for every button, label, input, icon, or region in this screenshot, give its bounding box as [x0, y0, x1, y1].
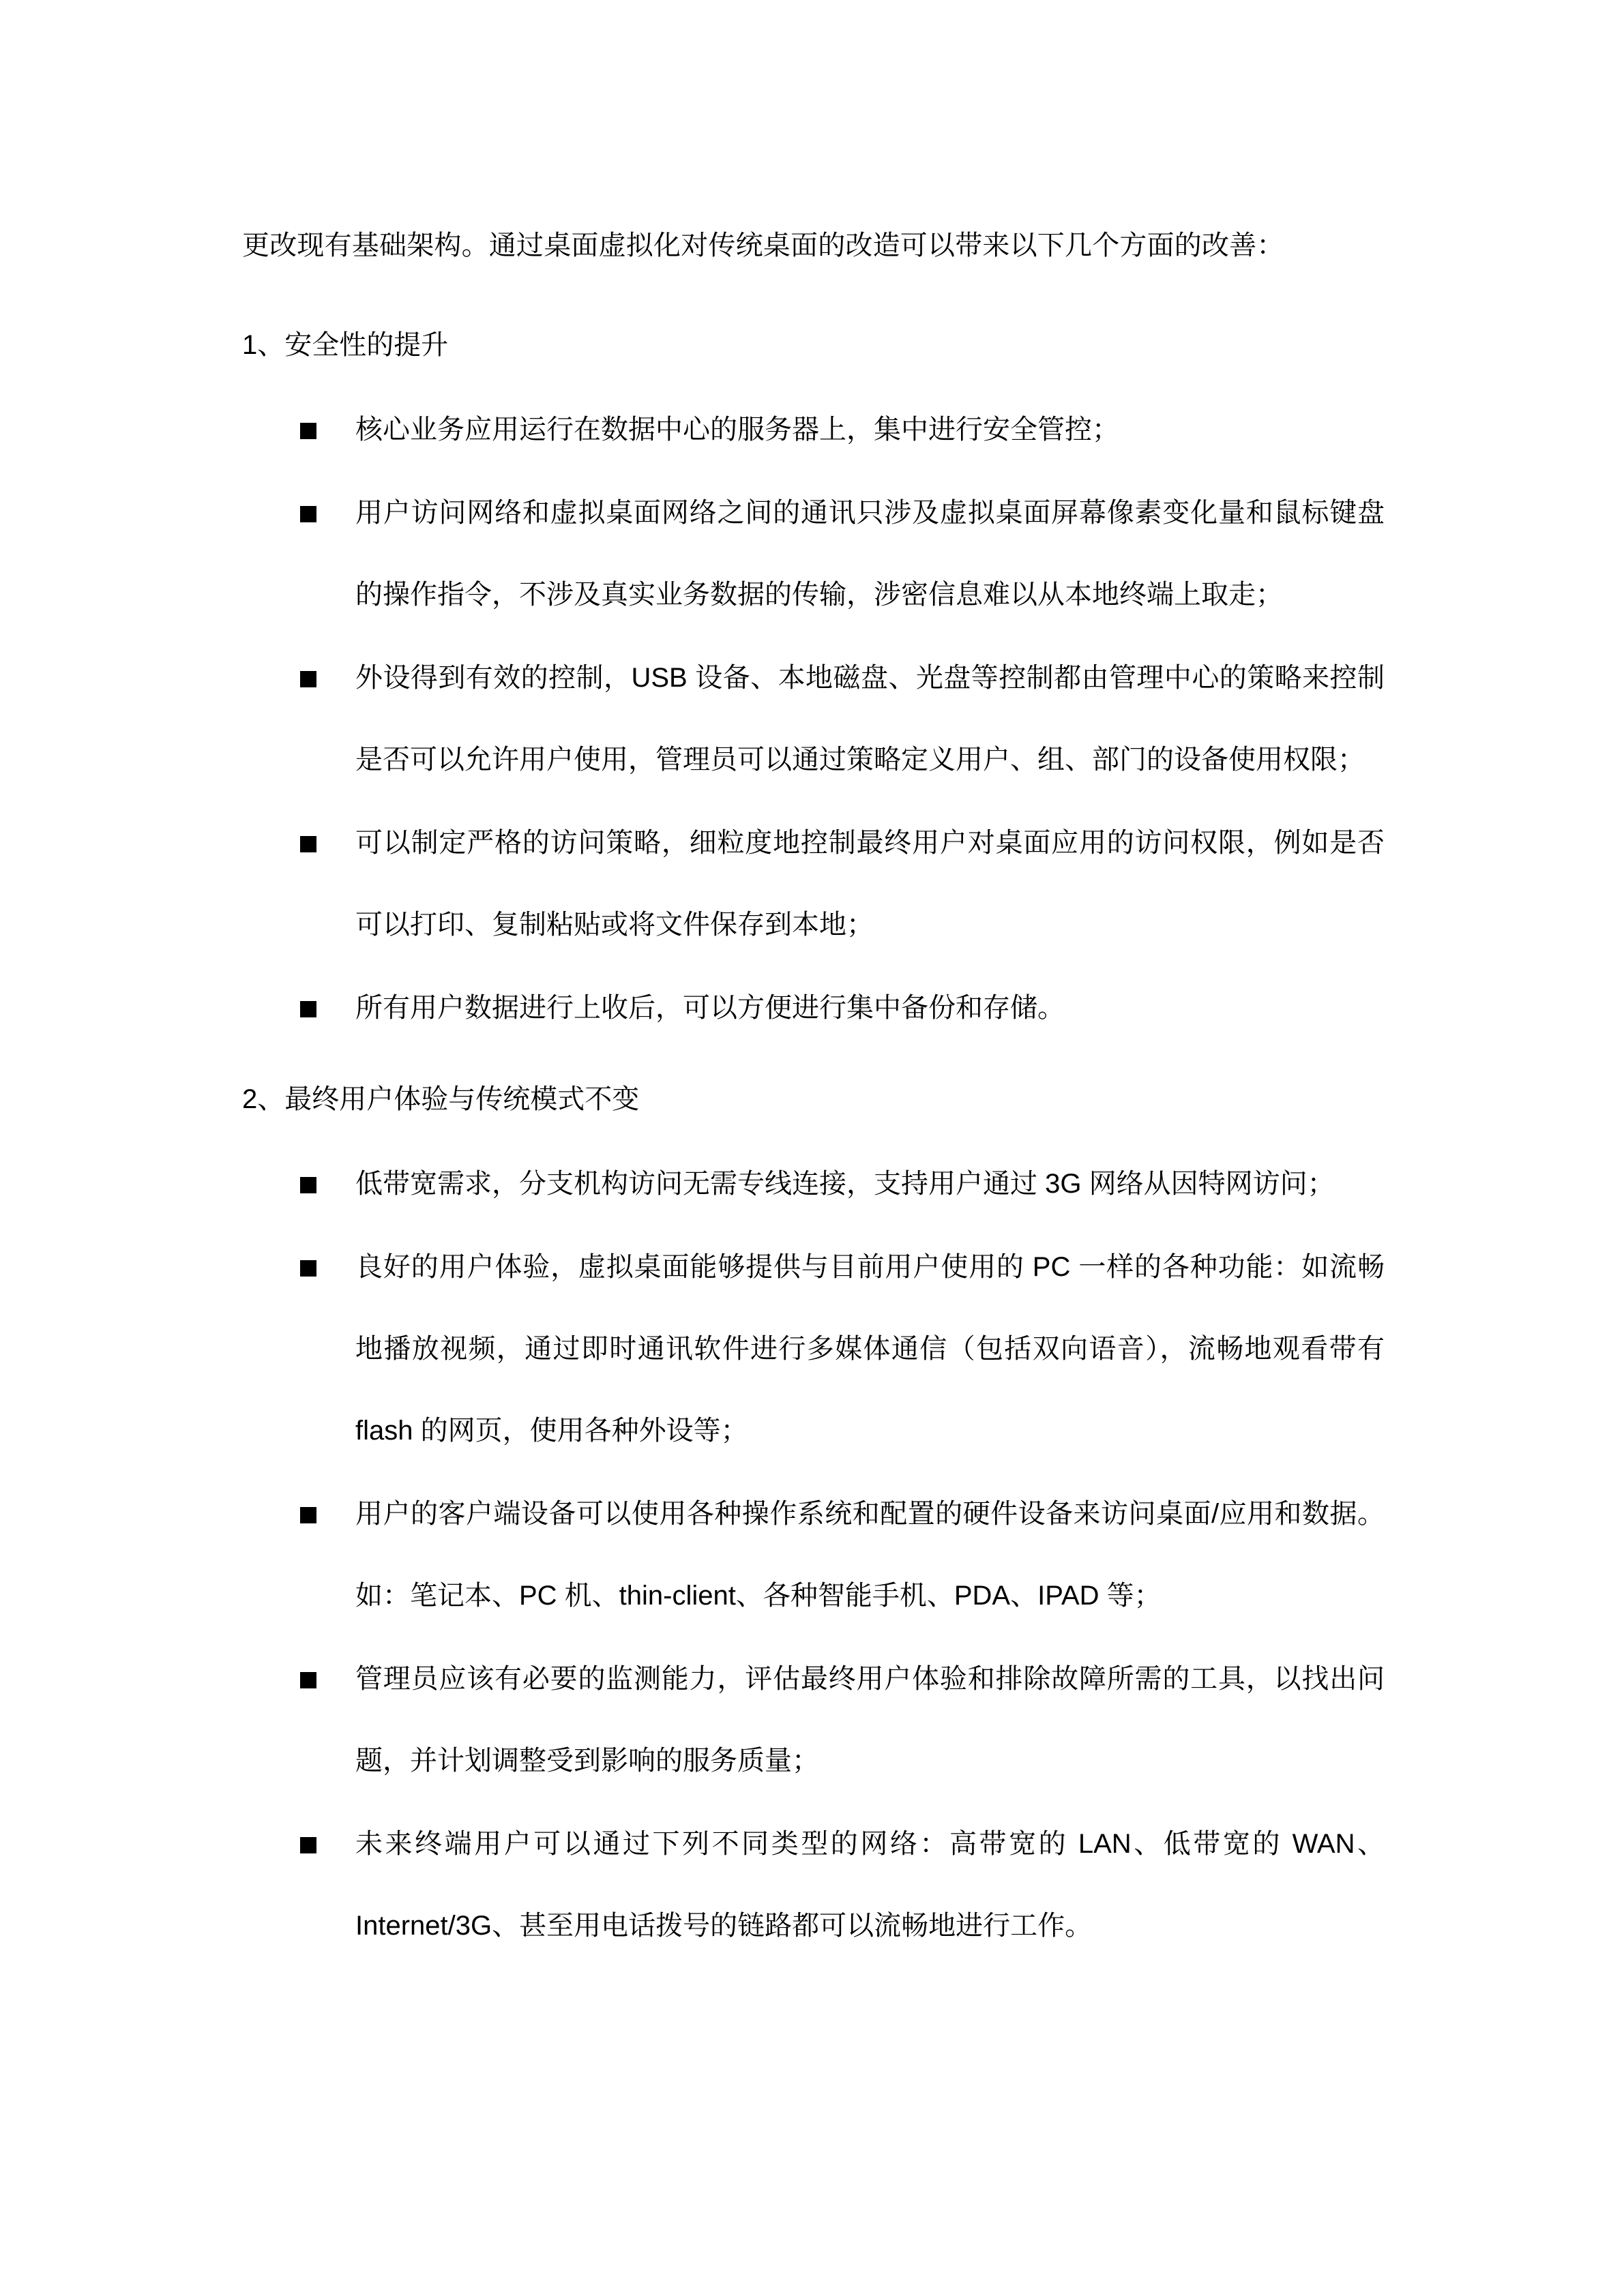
list-item-text: 可以制定严格的访问策略，细粒度地控制最终用户对桌面应用的访问权限，例如是否可以打印、复制粘贴或将文件保存到本地；	[355, 828, 1385, 940]
bullet-square-icon	[300, 1226, 318, 1308]
list-item-text: 用户访问网络和虚拟桌面网络之间的通讯只涉及虚拟桌面屏幕像素变化量和鼠标键盘的操作指令，不涉及真实业务数据的传输，涉密信息难以从本地终端上取走；	[355, 498, 1385, 610]
list-item-text: 外设得到有效的控制，USB 设备、本地磁盘、光盘等控制都由管理中心的策略来控制是否可以允许用户使用，管理员可以通过策略定义用户、组、部门的设备使用权限；	[355, 663, 1385, 775]
list-item	[242, 389, 1385, 471]
section-1	[242, 304, 1385, 1049]
list-item-text: 用户的客户端设备可以使用各种操作系统和配置的硬件设备来访问桌面/应用和数据。如：笔记本、PC 机、thin-client、各种智能手机、PDA、IPAD 等；	[355, 1499, 1385, 1611]
bullet-square-icon	[300, 1143, 318, 1225]
intro-paragraph: 更改现有基础架构。通过桌面虚拟化对传统桌面的改造可以带来以下几个方面的改善：	[242, 230, 1284, 260]
bullet-square-icon	[300, 389, 318, 471]
bullet-square-icon	[300, 1473, 318, 1555]
bullet-square-icon	[300, 967, 318, 1049]
section-2	[242, 1058, 1385, 1967]
list-item-text: 低带宽需求，分支机构访问无需专线连接，支持用户通过 3G 网络从因特网访问；	[355, 1169, 1335, 1199]
list-item	[242, 1143, 1385, 1225]
bullet-square-icon	[300, 802, 318, 884]
list-item	[242, 802, 1385, 966]
section-2-heading: 2、最终用户体验与传统模式不变	[242, 1084, 640, 1114]
list-item-text: 核心业务应用运行在数据中心的服务器上，集中进行安全管控；	[355, 415, 1119, 445]
list-item	[242, 1226, 1385, 1472]
section-1-bullet-list	[242, 389, 1385, 1049]
bullet-square-icon	[300, 472, 318, 554]
section-1-heading: 1、安全性的提升	[242, 330, 449, 360]
list-item	[242, 1803, 1385, 1967]
list-item	[242, 1473, 1385, 1637]
bullet-square-icon	[300, 1638, 318, 1720]
document-body	[242, 205, 1385, 1967]
list-item-text: 所有用户数据进行上收后，可以方便进行集中备份和存储。	[355, 993, 1065, 1023]
list-item	[242, 967, 1385, 1049]
list-item-text: 良好的用户体验，虚拟桌面能够提供与目前用户使用的 PC 一样的各种功能：如流畅地播放视频，通过即时通讯软件进行多媒体通信（包括双向语音），流畅地观看带有 flash 的网页，使用各种外设等；	[355, 1252, 1385, 1446]
list-item	[242, 1638, 1385, 1802]
section-2-bullet-list	[242, 1143, 1385, 1967]
bullet-square-icon	[300, 1803, 318, 1885]
list-item-text: 未来终端用户可以通过下列不同类型的网络：高带宽的 LAN、低带宽的 WAN、Internet/3G、甚至用电话拨号的链路都可以流畅地进行工作。	[355, 1829, 1385, 1941]
list-item	[242, 472, 1385, 636]
bullet-square-icon	[300, 637, 318, 719]
list-item-text: 管理员应该有必要的监测能力，评估最终用户体验和排除故障所需的工具，以找出问题，并计划调整受到影响的服务质量；	[355, 1664, 1385, 1776]
list-item	[242, 637, 1385, 801]
